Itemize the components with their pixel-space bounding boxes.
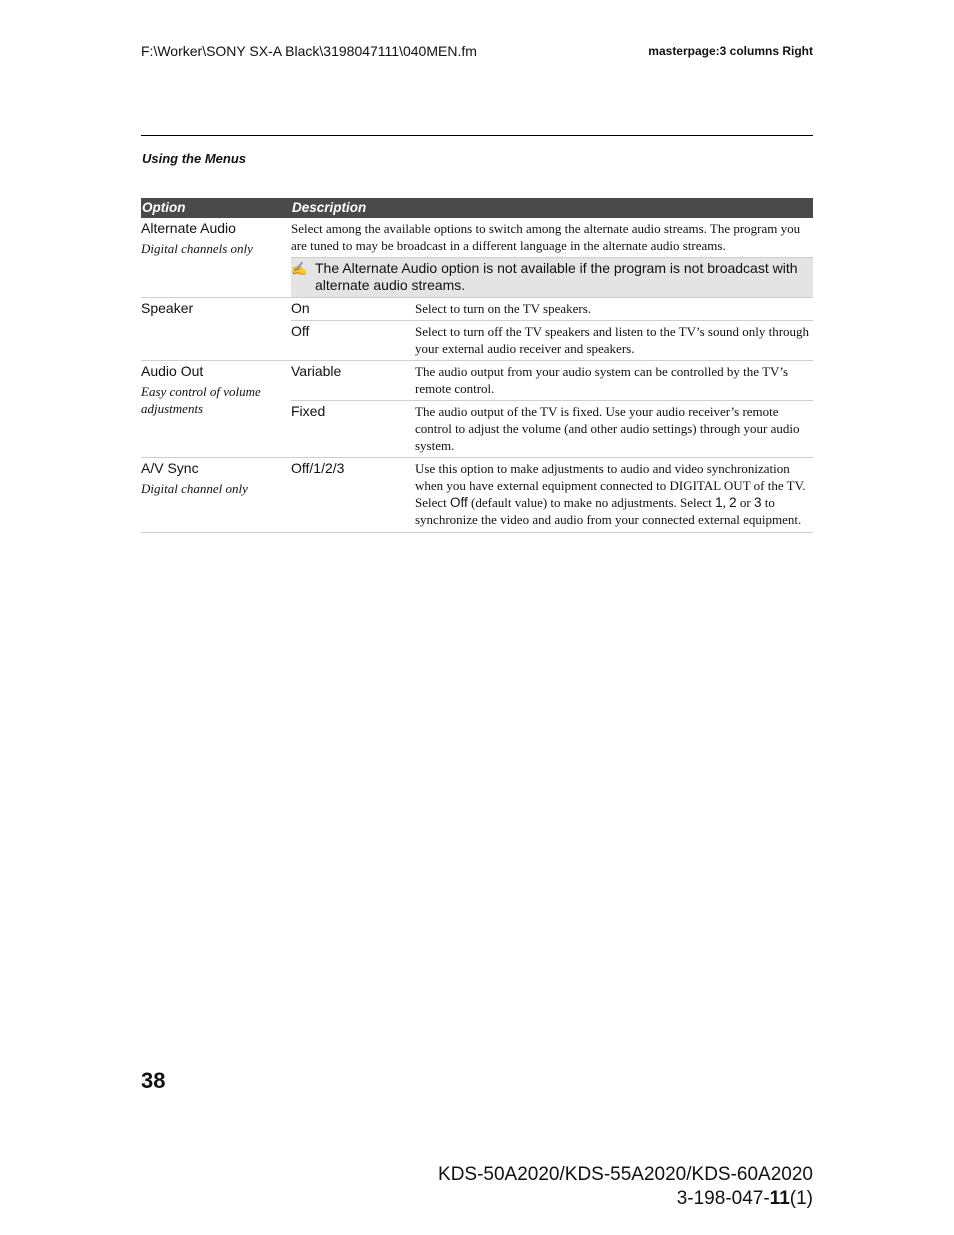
option-name: A/V Sync [141, 460, 199, 476]
page-number: 38 [141, 1068, 166, 1093]
pencil-note-icon: ✍ [291, 261, 308, 276]
value-label: Off [291, 321, 415, 361]
option-subtitle: Digital channel only [141, 481, 248, 496]
option-subtitle: Easy control of volume adjustments [141, 384, 261, 416]
option-cell-av-sync [141, 458, 291, 533]
table-row [141, 361, 813, 401]
value-description: Select to turn off the TV speakers and listen to the TV’s sound only through your external audio receiver and speakers. [415, 321, 813, 361]
setting-value-1: 1 [715, 495, 723, 510]
option-cell-alternate-audio [141, 218, 291, 298]
column-header-description: Description [291, 198, 813, 218]
note-cell [291, 258, 813, 298]
setting-value-2: 2 [729, 495, 737, 510]
code-suffix: (1) [789, 1188, 813, 1209]
description-cell: Select among the available options to switch among the alternate audio streams. The program you are tuned to may be broadcast in a different language in the alternate audio streams. [291, 218, 813, 258]
section-title: Using the Menus [142, 151, 247, 166]
desc-text: or [736, 495, 754, 510]
value-description: Select to turn on the TV speakers. [415, 298, 813, 321]
value-description: The audio output from your audio system can be controlled by the TV’s remote control. [415, 361, 813, 401]
desc-text: Use this option to make adjustments to audio and video synchronization when you have external equipment connected to DIGITAL OUT of the TV. Select [415, 461, 806, 510]
option-subtitle: Digital channels only [141, 241, 253, 256]
value-label: On [291, 298, 415, 321]
top-rule [141, 135, 813, 136]
note-text: The Alternate Audio option is not available if the program is not broadcast with alternate audio streams. [315, 260, 798, 293]
setting-value-off: Off [450, 495, 468, 510]
options-table [141, 198, 813, 533]
desc-text: (default value) to make no adjustments. Select [467, 495, 716, 510]
option-name: Alternate Audio [141, 220, 236, 236]
document-code [438, 1187, 813, 1211]
option-cell-speaker [141, 298, 291, 361]
file-path: F:\Worker\SONY SX-A Black\3198047111\040MEN.fm [141, 43, 477, 59]
code-bold: 11 [769, 1188, 790, 1209]
footer [438, 1163, 813, 1211]
option-name: Audio Out [141, 363, 204, 379]
setting-value-3: 3 [753, 495, 762, 510]
value-description [415, 458, 813, 533]
desc-text: , [722, 495, 730, 510]
code-prefix: 3-198-047- [676, 1188, 770, 1209]
column-header-option: Option [141, 198, 291, 218]
desc-text: to synchronize the video and audio from your connected external equipment. [415, 495, 802, 527]
value-label: Fixed [291, 401, 415, 458]
value-label: Off/1/2/3 [291, 458, 415, 533]
table-row [141, 298, 813, 321]
masterpage-label: masterpage:3 columns Right [648, 44, 813, 58]
option-name: Speaker [141, 300, 194, 316]
value-description: The audio output of the TV is fixed. Use your audio receiver’s remote control to adjust the volume (and other audio settings) through your audio system. [415, 401, 813, 458]
table-row [141, 218, 813, 258]
value-label: Variable [291, 361, 415, 401]
model-numbers: KDS-50A2020/KDS-55A2020/KDS-60A2020 [438, 1164, 813, 1185]
table-row [141, 458, 813, 533]
option-cell-audio-out [141, 361, 291, 458]
table-header-row [141, 198, 813, 218]
